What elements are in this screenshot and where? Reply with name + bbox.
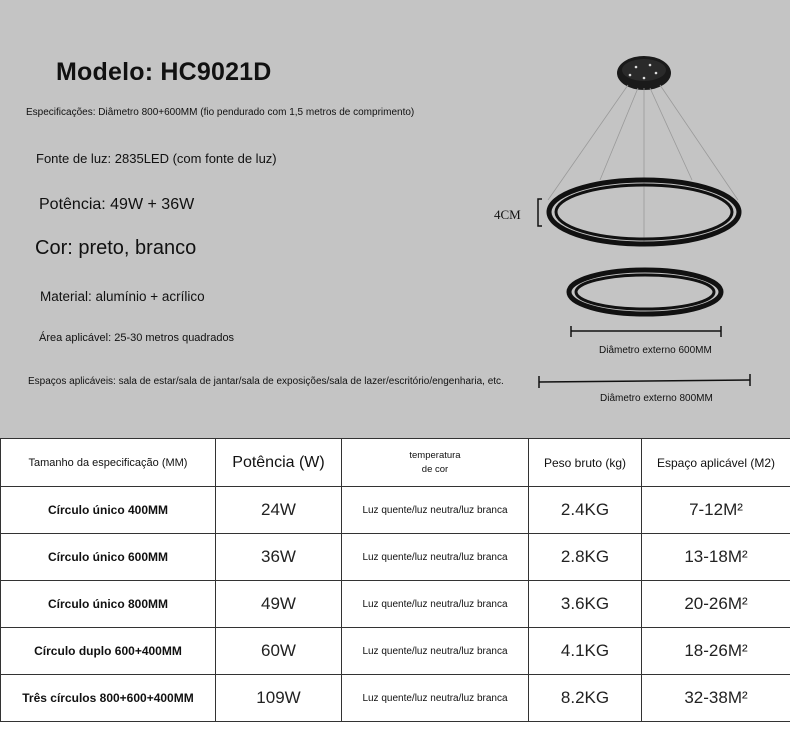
spec-dimensions: Especificações: Diâmetro 800+600MM (fio pendurado com 1,5 metros de comprimento) — [26, 107, 415, 118]
table-header-row — [1, 439, 790, 487]
spec-power: Potência: 49W + 36W — [39, 196, 195, 213]
spec-light-source: Fonte de luz: 2835LED (com fonte de luz) — [36, 151, 277, 166]
cell-power: 109W — [216, 675, 342, 722]
header-size: Tamanho da especificação (MM) — [1, 439, 216, 487]
cell-power: 60W — [216, 628, 342, 675]
spec-table — [0, 438, 790, 722]
table-row — [1, 628, 790, 675]
cell-size: Círculo único 800MM — [1, 581, 216, 628]
cell-area: 32-38M² — [642, 675, 790, 722]
header-area: Espaço aplicável (M2) — [642, 439, 790, 487]
spec-area: Área aplicável: 25-30 metros quadrados — [39, 332, 235, 344]
cell-power: 49W — [216, 581, 342, 628]
outer-diameter-600-label: Diâmetro externo 600MM — [599, 345, 712, 356]
header-weight: Peso bruto (kg) — [529, 439, 642, 487]
cell-weight: 4.1KG — [529, 628, 642, 675]
cell-area: 20-26M² — [642, 581, 790, 628]
outer-diameter-800-label: Diâmetro externo 800MM — [600, 393, 713, 404]
cell-weight: 2.4KG — [529, 487, 642, 534]
header-color-temp: temperatura de cor — [342, 439, 529, 487]
header-power: Potência (W) — [216, 439, 342, 487]
cell-size: Círculo duplo 600+400MM — [1, 628, 216, 675]
height-bracket — [538, 199, 542, 226]
suspension-wires — [548, 85, 738, 245]
cell-area: 13-18M² — [642, 534, 790, 581]
table-row — [1, 581, 790, 628]
cell-color-temp: Luz quente/luz neutra/luz branca — [342, 534, 529, 581]
cell-size: Três círculos 800+600+400MM — [1, 675, 216, 722]
cell-color-temp: Luz quente/luz neutra/luz branca — [342, 628, 529, 675]
model-title: Modelo: HC9021D — [56, 58, 272, 86]
cell-size: Círculo único 600MM — [1, 534, 216, 581]
table-row — [1, 487, 790, 534]
cell-size: Círculo único 400MM — [1, 487, 216, 534]
cell-weight: 3.6KG — [529, 581, 642, 628]
cell-color-temp: Luz quente/luz neutra/luz branca — [342, 675, 529, 722]
cell-area: 18-26M² — [642, 628, 790, 675]
spec-material: Material: alumínio + acrílico — [40, 289, 205, 304]
cell-area: 7-12M² — [642, 487, 790, 534]
spec-spaces: Espaços aplicáveis: sala de estar/sala de jantar/sala de exposições/sala de lazer/escritório/engenharia, etc. — [28, 376, 504, 387]
cell-color-temp: Luz quente/luz neutra/luz branca — [342, 487, 529, 534]
cell-weight: 2.8KG — [529, 534, 642, 581]
height-label: 4CM — [494, 207, 521, 222]
inner-ring-600 — [569, 270, 721, 314]
cell-color-temp: Luz quente/luz neutra/luz branca — [342, 581, 529, 628]
lamp-diagram — [470, 40, 780, 360]
cell-weight: 8.2KG — [529, 675, 642, 722]
dimension-line-800-ends — [536, 372, 756, 392]
cell-power: 36W — [216, 534, 342, 581]
table-row — [1, 534, 790, 581]
table-row — [1, 675, 790, 722]
spec-color: Cor: preto, branco — [35, 237, 197, 259]
cell-power: 24W — [216, 487, 342, 534]
